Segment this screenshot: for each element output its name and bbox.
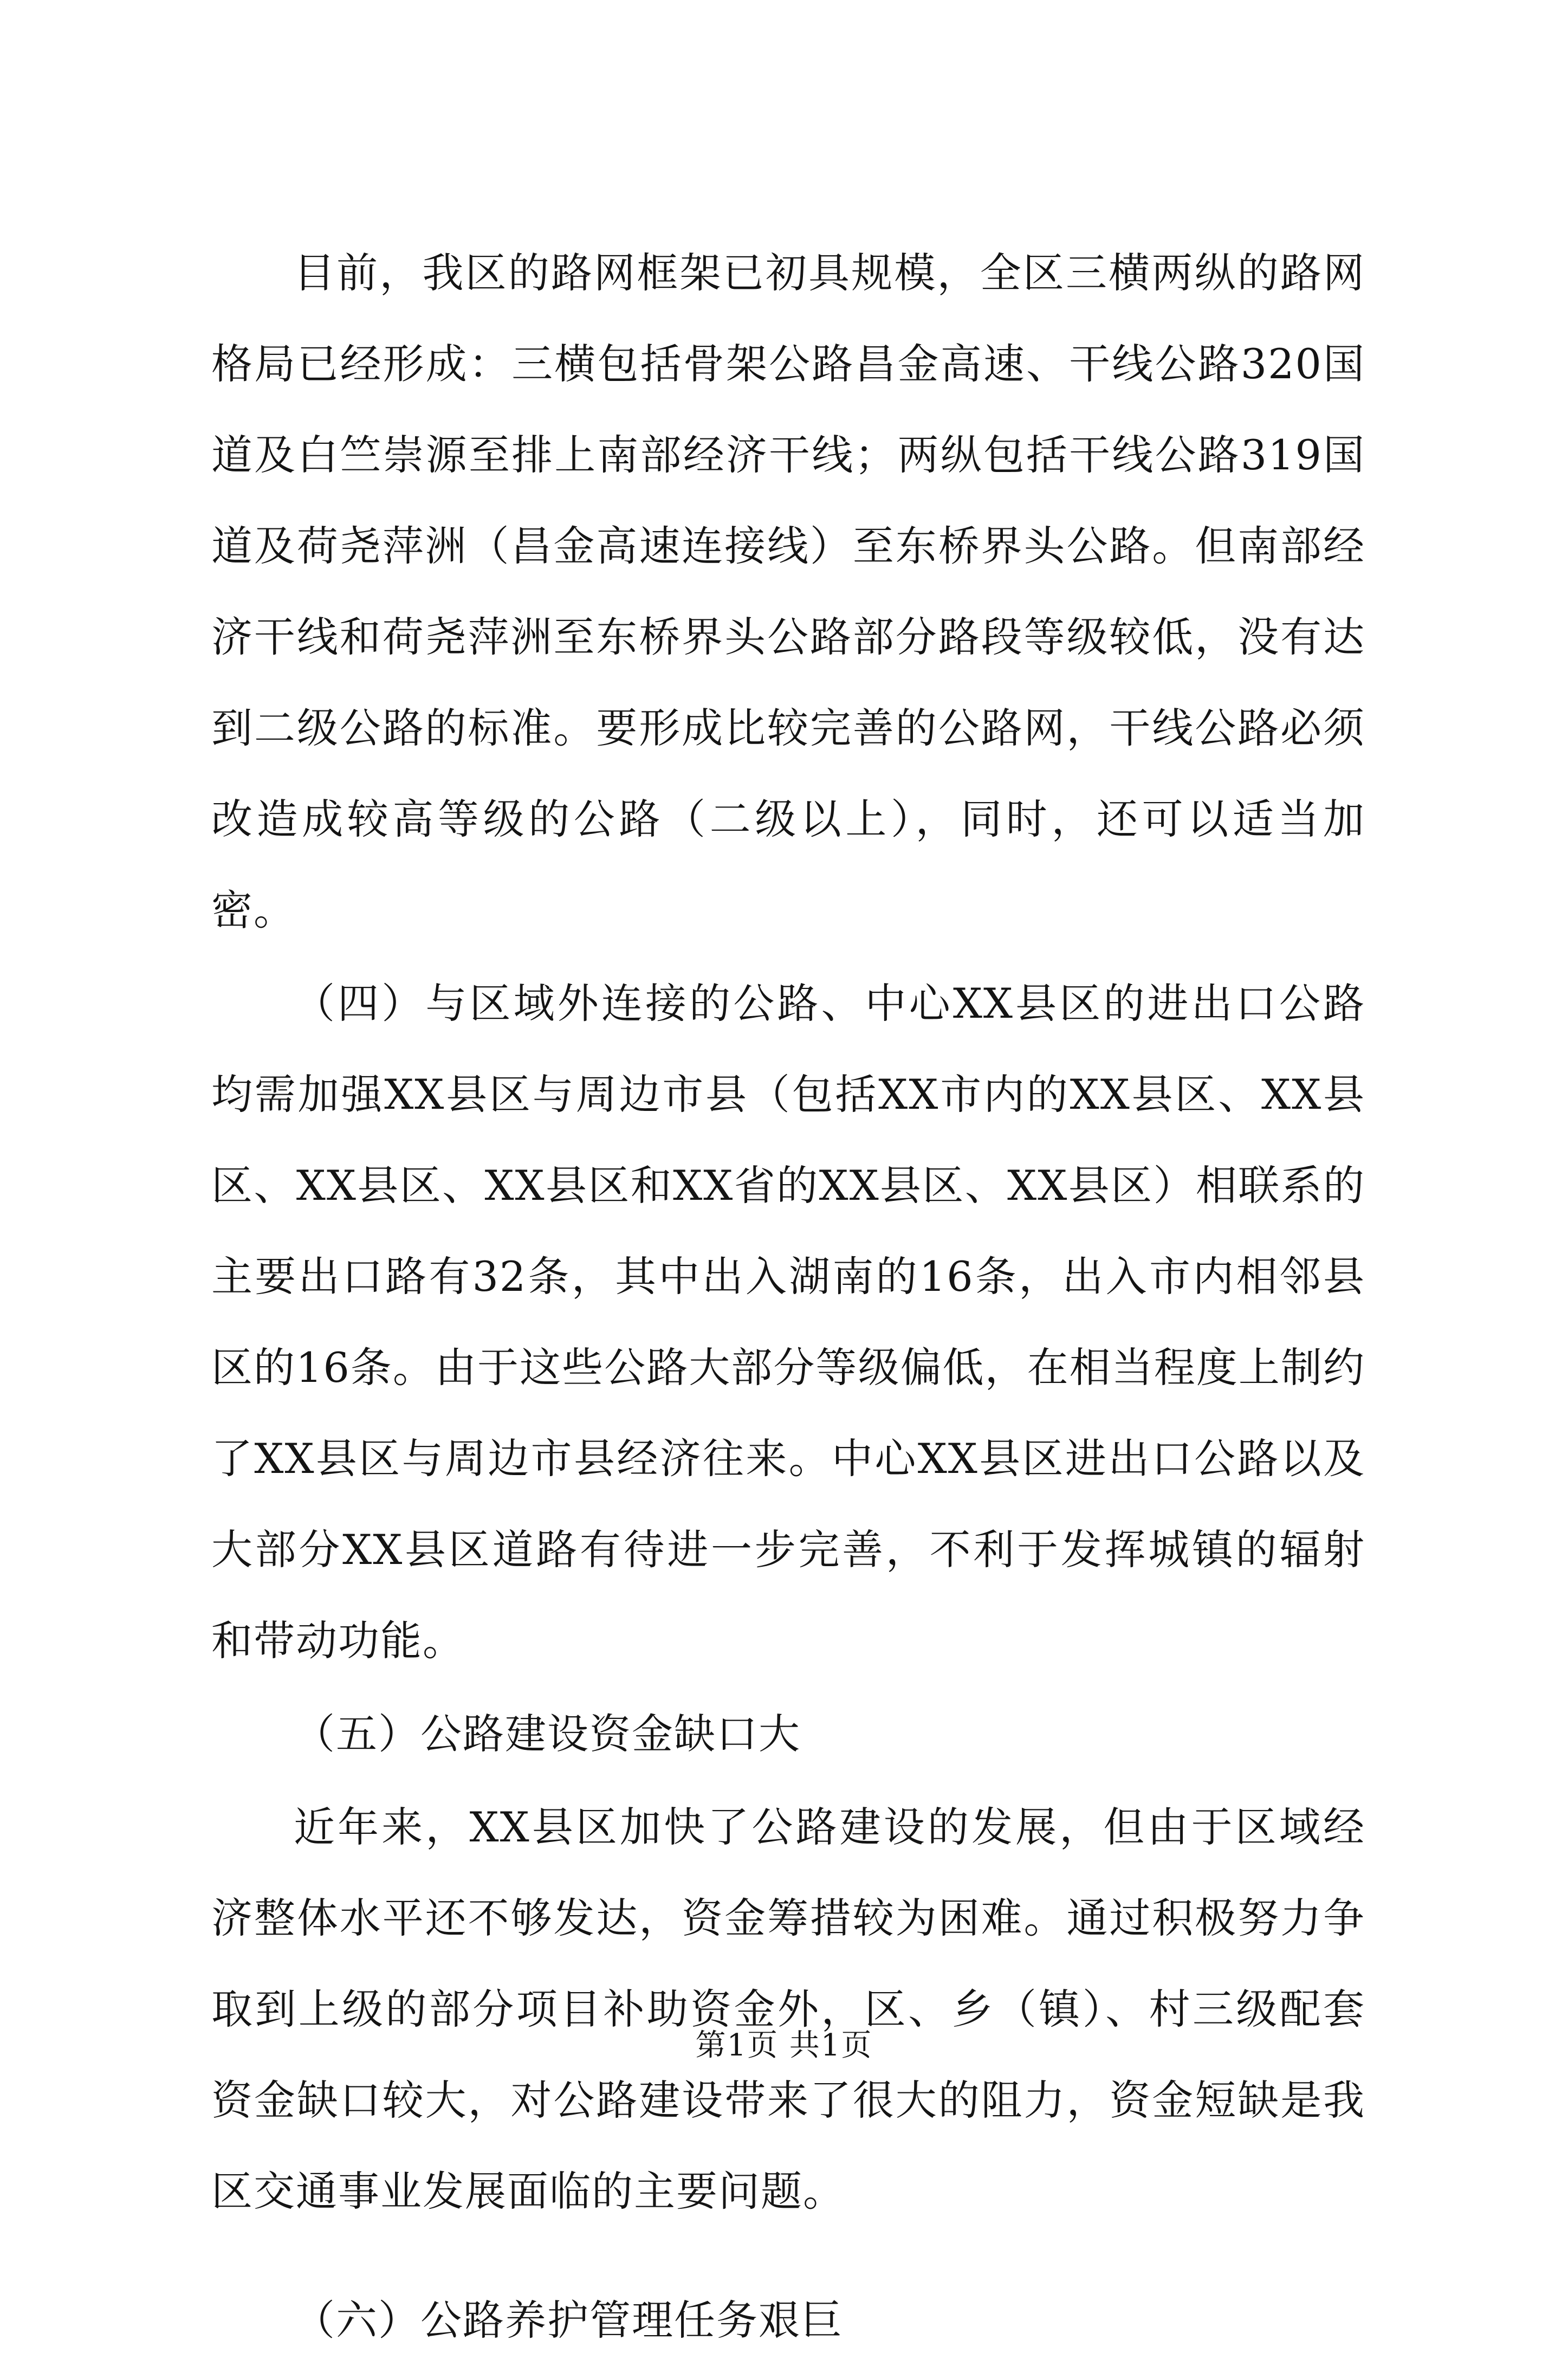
section-heading-funding-gap: （五）公路建设资金缺口大: [294, 1710, 801, 1758]
section-heading-maintenance: （六）公路养护管理任务艰巨: [294, 2296, 843, 2344]
paragraph-external-connection: （四）与区域外连接的公路、中心XX县区的进出口公路均需加强XX县区与周边市县（包括XX市内的XX县区、XX县区、XX县区、XX县区和XX省的XX县区、XX县区）相联系的主要出口路有32条，其中出入湖南的16条，出入市内相邻县区的16条。由于这些公路大部分等级偏低，在相当程度上制约了XX县区与周边市县经济往来。中心XX县区进出口公路以及大部分XX县区道路有待进一步完善，不利于发挥城镇的辐射和带动功能。: [211, 979, 1365, 1665]
paragraph-funding: 近年来，XX县区加快了公路建设的发展，但由于区域经济整体水平还不够发达，资金筹措较为困难。通过积极努力争取到上级的部分项目补助资金外，区、乡（镇）、村三级配套资金缺口较大，对公路建设带来了很大的阻力，资金短缺是我区交通事业发展面临的主要问题。: [211, 1803, 1365, 2215]
page-footer: 第1页 共1页: [695, 2028, 873, 2063]
paragraph-road-network: 目前，我区的路网框架已初具规模，全区三横两纵的路网格局已经形成：三横包括骨架公路昌金高速、干线公路320国道及白竺崇源至排上南部经济干线；两纵包括干线公路319国道及荷尧萍洲（昌金高速连接线）至东桥界头公路。但南部经济干线和荷尧萍洲至东桥界头公路部分路段等级较低，没有达到二级公路的标准。要形成比较完善的公路网，干线公路必须改造成较高等级的公路（二级以上），同时，还可以适当加密。: [211, 249, 1365, 934]
